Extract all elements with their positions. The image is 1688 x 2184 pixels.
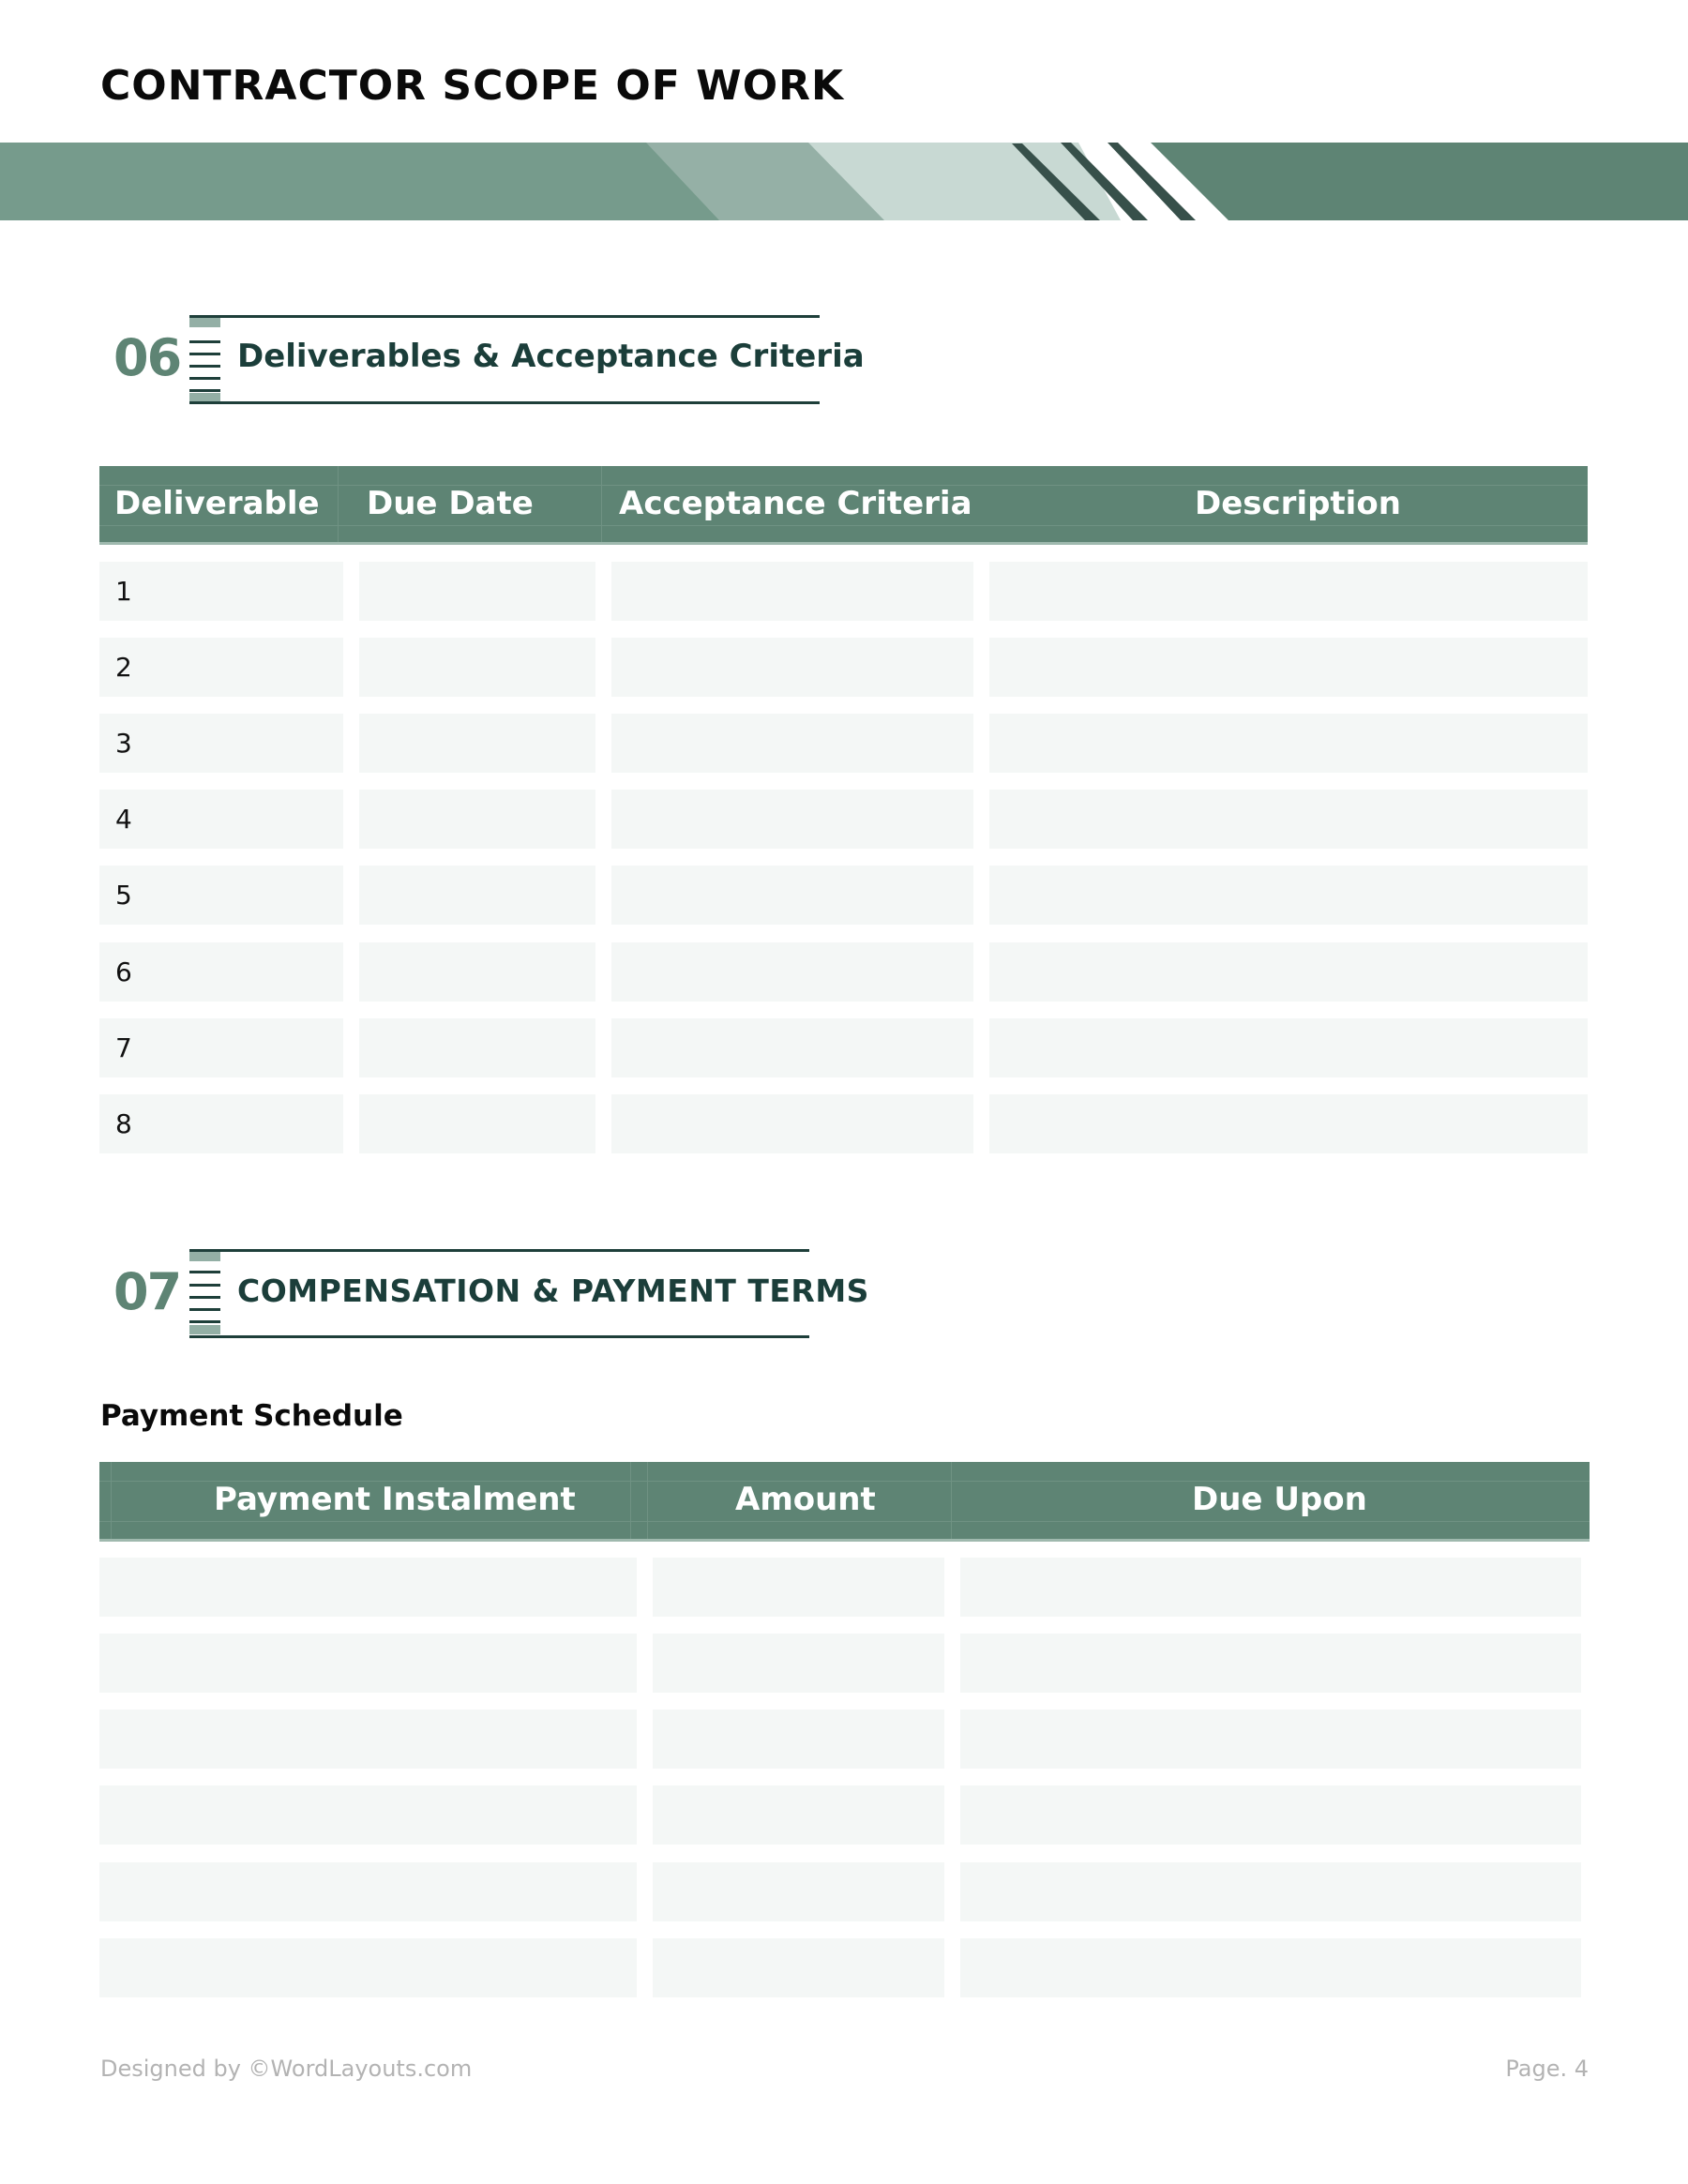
payment-table-header (99, 1462, 1590, 1542)
footer-credit: Designed by ©WordLayouts.com (100, 2056, 473, 2082)
description-cell[interactable] (989, 638, 1588, 697)
section-title: Deliverables & Acceptance Criteria (237, 338, 865, 375)
description-cell[interactable] (989, 562, 1588, 621)
acceptance-criteria-cell[interactable] (611, 562, 973, 621)
due-date-cell[interactable] (359, 942, 595, 1002)
acceptance-criteria-cell[interactable] (611, 866, 973, 925)
deliverable-number: 6 (115, 956, 132, 987)
column-header-payment-instalment: Payment Instalment (214, 1481, 576, 1518)
column-header-deliverable: Deliverable (114, 485, 320, 522)
amount-cell[interactable] (653, 1710, 944, 1769)
section-number: 06 (113, 328, 181, 387)
due-date-cell[interactable] (359, 1094, 595, 1153)
acceptance-criteria-cell[interactable] (611, 790, 973, 849)
instalment-cell[interactable] (99, 1862, 637, 1921)
deliverable-cell[interactable] (99, 638, 343, 697)
column-header-due-upon: Due Upon (1192, 1481, 1367, 1518)
document-title: CONTRACTOR SCOPE OF WORK (100, 62, 845, 110)
deliverables-table-header (99, 466, 1588, 545)
due-upon-cell[interactable] (960, 1710, 1581, 1769)
deliverable-cell[interactable] (99, 1094, 343, 1153)
deliverable-cell[interactable] (99, 714, 343, 773)
deliverable-number: 2 (115, 652, 132, 683)
amount-cell[interactable] (653, 1862, 944, 1921)
section-heading-frame (189, 315, 865, 405)
amount-cell[interactable] (653, 1634, 944, 1693)
instalment-cell[interactable] (99, 1785, 637, 1845)
due-date-cell[interactable] (359, 562, 595, 621)
description-cell[interactable] (989, 866, 1588, 925)
deliverable-number: 7 (115, 1032, 132, 1063)
section-heading-frame (189, 1249, 869, 1339)
deliverable-number: 4 (115, 804, 132, 835)
instalment-cell[interactable] (99, 1710, 637, 1769)
amount-cell[interactable] (653, 1785, 944, 1845)
acceptance-criteria-cell[interactable] (611, 1094, 973, 1153)
instalment-cell[interactable] (99, 1634, 637, 1693)
due-upon-cell[interactable] (960, 1634, 1581, 1693)
deliverable-number: 1 (115, 576, 132, 607)
description-cell[interactable] (989, 942, 1588, 1002)
due-date-cell[interactable] (359, 866, 595, 925)
deliverable-cell[interactable] (99, 942, 343, 1002)
column-header-due-date: Due Date (367, 485, 534, 522)
payment-schedule-heading: Payment Schedule (100, 1399, 403, 1433)
page-number: Page. 4 (1505, 2056, 1589, 2082)
description-cell[interactable] (989, 790, 1588, 849)
description-cell[interactable] (989, 714, 1588, 773)
due-upon-cell[interactable] (960, 1558, 1581, 1617)
description-cell[interactable] (989, 1094, 1588, 1153)
due-upon-cell[interactable] (960, 1862, 1581, 1921)
section-title: COMPENSATION & PAYMENT TERMS (237, 1273, 869, 1309)
acceptance-criteria-cell[interactable] (611, 942, 973, 1002)
amount-cell[interactable] (653, 1938, 944, 1997)
acceptance-criteria-cell[interactable] (611, 714, 973, 773)
due-upon-cell[interactable] (960, 1938, 1581, 1997)
acceptance-criteria-cell[interactable] (611, 638, 973, 697)
due-upon-cell[interactable] (960, 1785, 1581, 1845)
acceptance-criteria-cell[interactable] (611, 1018, 973, 1077)
deliverable-number: 3 (115, 728, 132, 759)
section-number: 07 (113, 1262, 181, 1321)
deliverable-number: 5 (115, 880, 132, 911)
instalment-cell[interactable] (99, 1558, 637, 1617)
column-header-amount: Amount (735, 1481, 876, 1518)
deliverable-cell[interactable] (99, 866, 343, 925)
due-date-cell[interactable] (359, 790, 595, 849)
amount-cell[interactable] (653, 1558, 944, 1617)
deliverable-cell[interactable] (99, 562, 343, 621)
header-decorative-band (0, 143, 1688, 220)
due-date-cell[interactable] (359, 638, 595, 697)
instalment-cell[interactable] (99, 1938, 637, 1997)
column-header-description: Description (1195, 485, 1401, 522)
deliverable-cell[interactable] (99, 790, 343, 849)
deliverable-cell[interactable] (99, 1018, 343, 1077)
deliverable-number: 8 (115, 1108, 132, 1139)
description-cell[interactable] (989, 1018, 1588, 1077)
due-date-cell[interactable] (359, 714, 595, 773)
column-header-acceptance-criteria: Acceptance Criteria (619, 485, 972, 522)
due-date-cell[interactable] (359, 1018, 595, 1077)
